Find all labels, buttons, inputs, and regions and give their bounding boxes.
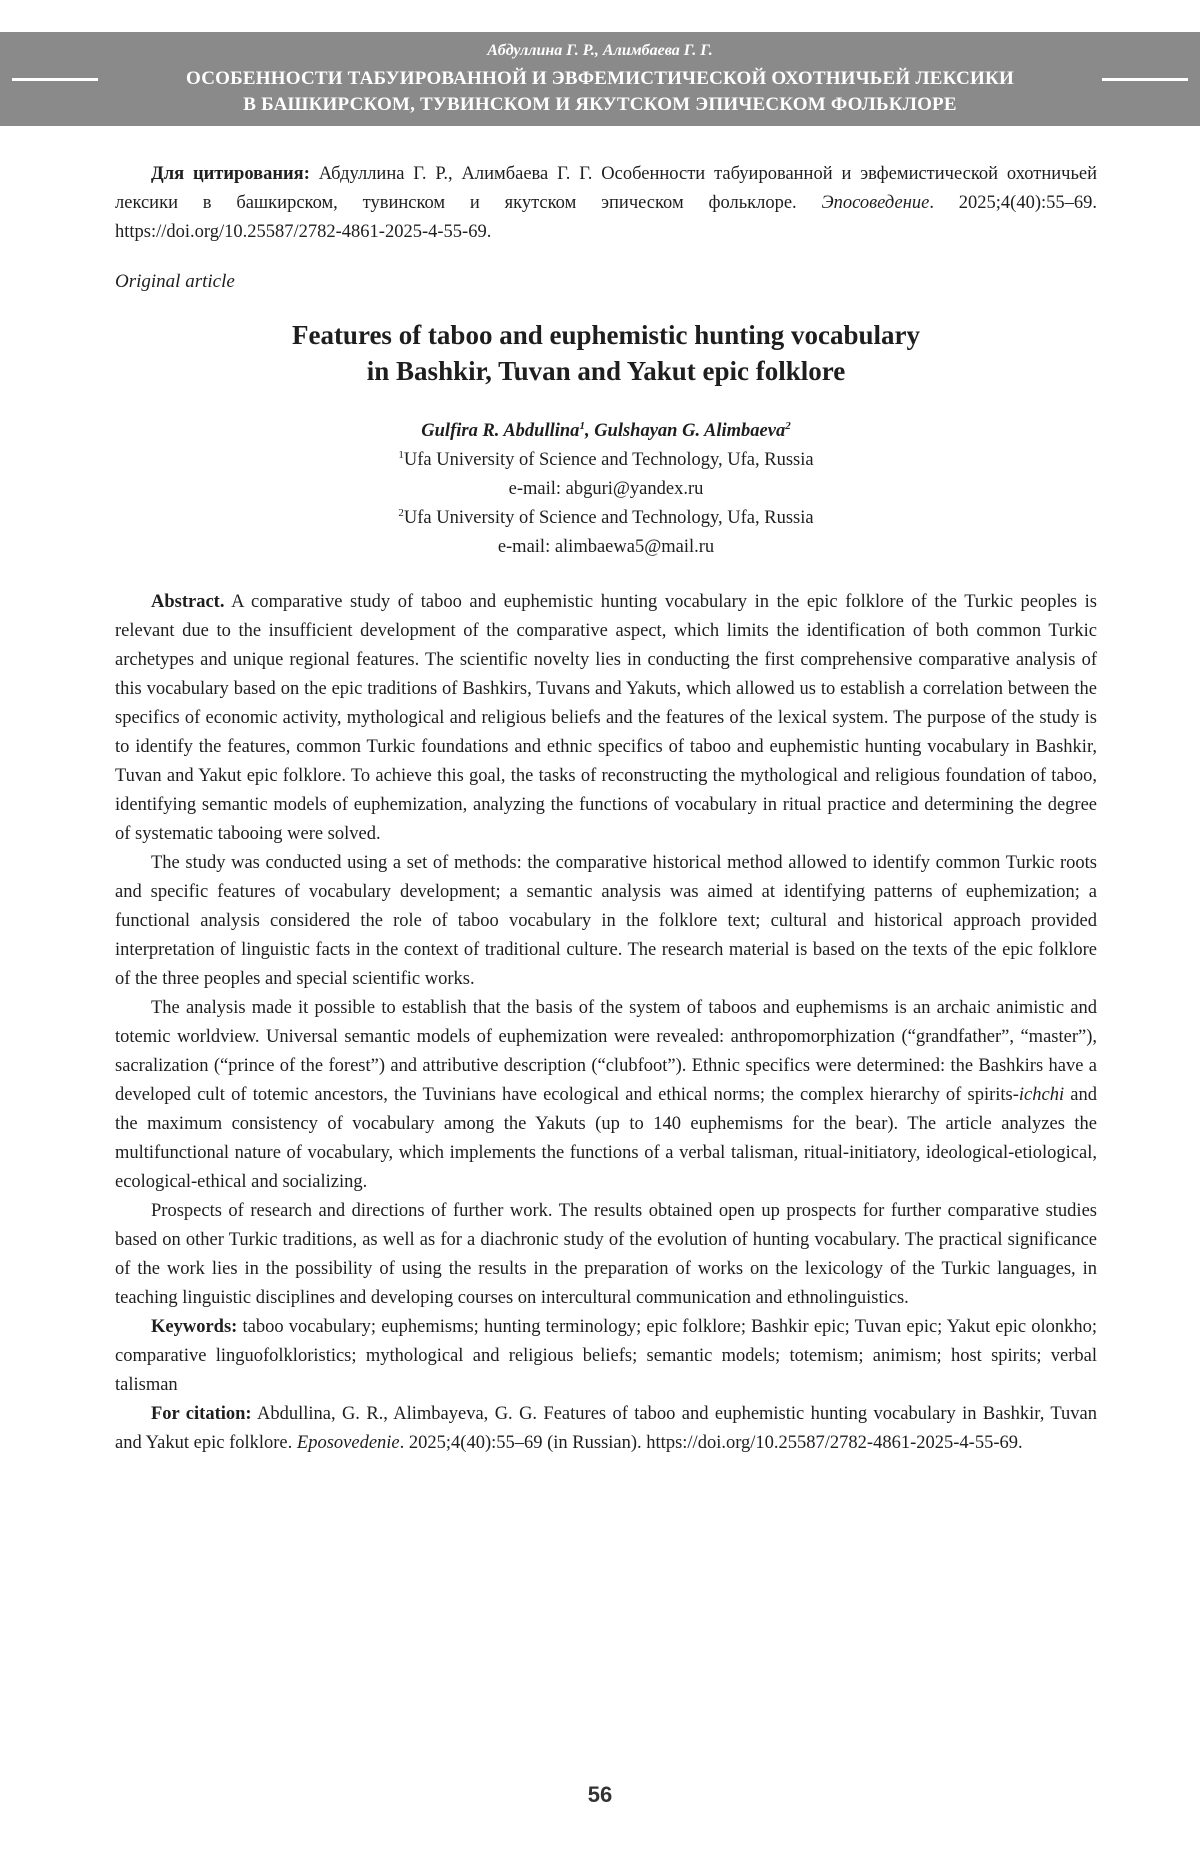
affiliation-2-sup: 2 [398,506,404,519]
article-title-line2: in Bashkir, Tuvan and Yakut epic folklore [366,356,846,386]
keywords-label: Keywords: [151,1317,238,1337]
author-2: Gulshayan G. Alimbaeva [594,421,786,441]
article-title-line1: Features of taboo and euphemistic hunting vocabulary [291,320,921,350]
header-authors: Абдуллина Г. Р., Алимбаева Г. Г. [487,42,713,59]
russian-citation-rest: . 2025;4(40):55–69. https://doi.org/10.25587/2782-4861-2025-4-55-69. [115,193,1097,242]
russian-citation [115,160,1097,247]
email-2: e-mail: alimbaewa5@mail.ru [497,537,715,557]
author-names [115,417,1097,446]
english-citation-journal: Eposovedenie [296,1433,400,1453]
abstract-label: Abstract. [151,592,225,612]
russian-citation-journal: Эпосоведение [821,193,930,213]
header-title-line2: В БАШКИРСКОМ, ТУВИНСКОМ И ЯКУТСКОМ ЭПИЧЕСКОМ ФОЛЬКЛОРЕ [243,94,957,115]
english-citation-text: Abdullina, G. R., Alimbayeva, G. G. Features of taboo and euphemistic hunting vocabulary in Bashkir, Tuvan and Yakut epic folklore. [115,1404,1097,1453]
english-citation [115,1400,1097,1458]
affiliation-2-text: Ufa University of Science and Technology, Ufa, Russia [403,508,814,528]
abstract-p3-a: The analysis made it possible to establish that the basis of the system of taboos and euphemisms is an archaic animistic and totemic worldview. Universal semantic models of euphemization were revealed: anthropomorphization (“grandfather”, “master”), sacralization (“prince of the forest”) and attributive description (“clubfoot”). Ethnic specifics were determined: the Bashkirs have a developed cult of totemic ancestors, the Tuvinians have ecological and ethical norms; the complex hierarchy of spirits- [115,998,1097,1105]
abstract-p3-italic: ichchi [1018,1085,1065,1105]
abstract-paragraph-3 [115,994,1097,1197]
keywords [115,1313,1097,1400]
abstract-paragraph-1 [115,588,1097,849]
affiliation-1-sup: 1 [398,448,404,461]
page-content [115,160,1097,1458]
author-separator: , [584,421,595,441]
abstract [115,588,1097,1458]
running-header [0,32,1200,126]
article-title [115,317,1097,389]
affiliation-2 [115,504,1097,533]
russian-citation-label: Для цитирования: [151,164,310,184]
english-citation-rest: . 2025;4(40):55–69 (in Russian). https://doi.org/10.25587/2782-4861-2025-4-55-69. [399,1433,1023,1453]
abstract-p1-text: A comparative study of taboo and euphemistic hunting vocabulary in the epic folklore of the Turkic peoples is relevant due to the insufficient development of the comparative aspect, which limits the identification of both common Turkic archetypes and unique regional features. The scientific novelty lies in conducting the first comprehensive comparative analysis of this vocabulary based on the epic traditions of Bashkirs, Tuvans and Yakuts, which allowed us to establish a correlation between the specifics of economic activity, mythological and religious beliefs and the features of the lexical system. The purpose of the study is to identify the features, common Turkic foundations and ethnic specifics of taboo and euphemistic hunting vocabulary in Bashkir, Tuvan and Yakut epic folklore. To achieve this goal, the tasks of reconstructing the mythological and religious foundation of taboo, identifying semantic models of euphemization, analyzing the functions of vocabulary in ritual practice and determining the degree of systematic tabooing were solved. [115,592,1097,844]
author-2-sup: 2 [785,419,791,432]
abstract-paragraph-2: The study was conducted using a set of methods: the comparative historical method allowed to identify common Turkic roots and specific features of vocabulary development; a semantic analysis was aimed at identifying patterns of euphemization; a functional analysis considered the role of taboo vocabulary in the folklore text; cultural and historical approach provided interpretation of linguistic facts in the context of traditional culture. The research material is based on the texts of the epic folklore of the three peoples and special scientific works. [115,853,1097,989]
abstract-paragraph-4: Prospects of research and directions of further work. The results obtained open up prospects for further comparative studies based on other Turkic traditions, as well as for a diachronic study of the evolution of hunting vocabulary. The practical significance of the work lies in the possibility of using the results in the preparation of works on the lexicology of the Turkic languages, in teaching linguistic disciplines and developing courses on intercultural communication and ethnolinguistics. [115,1201,1097,1308]
abstract-p3-b: and the maximum consistency of vocabulary among the Yakuts (up to 140 euphemisms for the bear). The article analyzes the multifunctional nature of vocabulary, which implements the functions of a verbal talisman, ritual-initiatory, ideological-etiological, ecological-ethical and socializing. [115,1085,1098,1192]
article-type: Original article [115,271,235,292]
authors-block [115,417,1097,562]
keywords-text: taboo vocabulary; euphemisms; hunting terminology; epic folklore; Bashkir epic; Tuvan epic; Yakut epic olonkho; comparative linguofolkloristics; mythological and religious beliefs; semantic models; totemism; animism; host spirits; verbal talisman [115,1317,1098,1395]
page-number: 56 [587,1782,613,1807]
russian-citation-text: Абдуллина Г. Р., Алимбаева Г. Г. Особенности табуированной и эвфемистической охотничьей лексики в башкирском, тувинском и якутском эпическом фольклоре. [115,164,1097,213]
english-citation-label: For citation: [151,1404,252,1424]
email-1: e-mail: abguri@yandex.ru [508,479,704,499]
header-title-line1: ОСОБЕННОСТИ ТАБУИРОВАННОЙ И ЭВФЕМИСТИЧЕСКОЙ ОХОТНИЧЬЕЙ ЛЕКСИКИ [186,68,1014,89]
affiliation-1-text: Ufa University of Science and Technology, Ufa, Russia [403,450,814,470]
author-1-sup: 1 [579,419,585,432]
affiliation-1 [115,446,1097,475]
author-1: Gulfira R. Abdullina [421,421,580,441]
